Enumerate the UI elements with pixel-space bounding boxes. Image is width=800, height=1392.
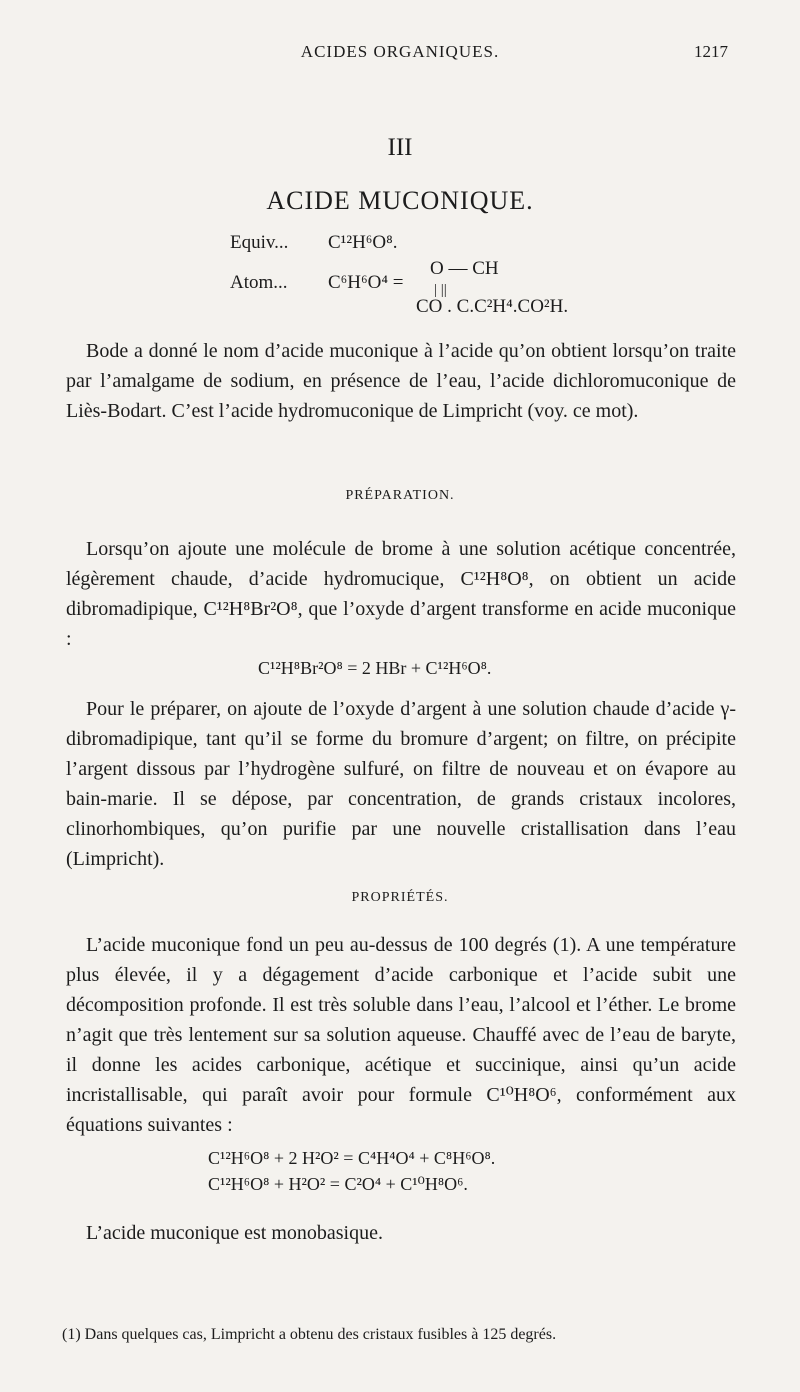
equiv-label: Equiv... [230, 232, 289, 253]
structure-bottom: CO . C.C²H⁴.CO²H. [416, 296, 569, 317]
properties-conclusion: L’acide muconique est monobasique. [86, 1222, 383, 1244]
structure-bonds: | || [434, 282, 447, 298]
intro-paragraph-block [66, 336, 736, 426]
running-title: ACIDES ORGANIQUES. [300, 42, 500, 61]
preparation-heading: PRÉPARATION. [345, 488, 455, 503]
structure-top: O — CH [430, 258, 499, 279]
preparation-paragraph-2-block [66, 694, 736, 874]
equiv-formula: C¹²H⁶O⁸. [328, 232, 398, 253]
atom-formula: C⁶H⁶O⁴ = [328, 272, 404, 293]
footnote: (1) Dans quelques cas, Limpricht a obtenu des cristaux fusibles à 125 degrés. [62, 1326, 557, 1343]
page-header [0, 42, 800, 66]
intro-paragraph: Bode a donné le nom d’acide muconique à l’acide qu’on obtient lorsqu’on traite par l’amalgame de sodium, en présence de l’eau, l’acide dichloromuconique de Liès-Bodart. C’est l’acide hydromuconique de Limpricht (voy. ce mot). [66, 340, 736, 422]
preparation-paragraph-1-block [66, 534, 736, 654]
preparation-paragraph-2: Pour le préparer, on ajoute de l’oxyde d’argent à une solution chaude d’acide γ-dibromadipique, tant qu’il se forme du bromure d’argent; on filtre, on précipite l’argent dissous par l’hydrogène sulfuré, on filtre de nouveau et on évapore au bain-marie. Il se dépose, par concentration, de grands cristaux incolores, clinorhombiques, qu’on purifie par une nouvelle cristallisation dans l’eau (Limpricht). [66, 698, 736, 870]
properties-paragraph: L’acide muconique fond un peu au-dessus de 100 degrés (1). A une température plus élevée, il y a dégagement d’acide carbonique et l’acide subit une décomposition profonde. Il est très soluble dans l’eau, l’alcool et l’éther. Le brome n’agit que très lentement sur sa solution aqueuse. Chauffé avec de l’eau de baryte, il donne les acides carbonique, acétique et succinique, ainsi qu’un acide incristallisable, qui paraît avoir pour formule C¹⁰H⁸O⁶, conformément aux équations suivantes : [66, 934, 736, 1136]
properties-heading: PROPRIÉTÉS. [351, 890, 449, 905]
section-number: III [387, 134, 413, 161]
properties-equation-1: C¹²H⁶O⁸ + 2 H²O² = C⁴H⁴O⁴ + C⁸H⁶O⁸. [208, 1148, 496, 1168]
properties-equation-2: C¹²H⁶O⁸ + H²O² = C²O⁴ + C¹⁰H⁸O⁶. [208, 1174, 468, 1194]
properties-conclusion-block [66, 1218, 736, 1248]
properties-paragraph-block [66, 930, 736, 1140]
atom-label: Atom... [230, 272, 288, 293]
preparation-equation: C¹²H⁸Br²O⁸ = 2 HBr + C¹²H⁶O⁸. [258, 658, 492, 678]
section-title: ACIDE MUCONIQUE. [266, 186, 534, 215]
page-number: 1217 [694, 42, 728, 61]
preparation-paragraph-1: Lorsqu’on ajoute une molécule de brome à une solution acétique concentrée, légèrement chaude, d’acide hydromucique, C¹²H⁸O⁸, on obtient un acide dibromadipique, C¹²H⁸Br²O⁸, que l’oxyde d’argent transforme en acide muconique : [66, 538, 736, 650]
